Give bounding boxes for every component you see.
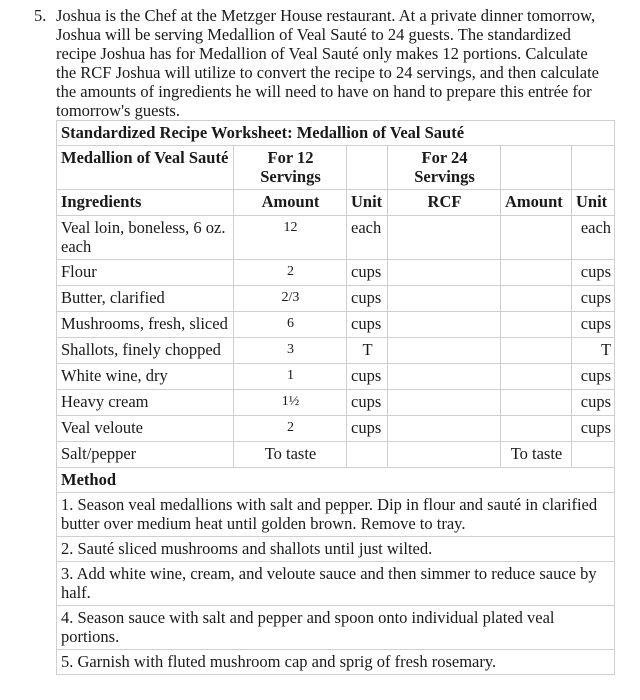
ingredient-name: Flour	[57, 260, 234, 286]
unit-24: cups	[572, 260, 615, 286]
ingredient-name: Butter, clarified	[57, 286, 234, 312]
amount-12: To taste	[234, 442, 347, 468]
unit-24: cups	[572, 312, 615, 338]
empty-cell	[572, 146, 615, 190]
method-step: 4. Season sauce with salt and pepper and spoon onto individual plated veal portions.	[57, 606, 615, 650]
ingredient-name: Veal veloute	[57, 416, 234, 442]
rcf-input[interactable]	[388, 364, 501, 390]
unit-12: cups	[347, 390, 388, 416]
unit-12: T	[347, 338, 388, 364]
unit-24: each	[572, 216, 615, 260]
amount-12: 2	[234, 416, 347, 442]
amount-24[interactable]	[501, 286, 572, 312]
method-label: Method	[57, 468, 615, 493]
ingredient-row	[57, 390, 615, 416]
amount-12: 2	[234, 260, 347, 286]
amount-24[interactable]	[501, 338, 572, 364]
ingredient-row	[57, 216, 615, 260]
amount-12: 1½	[234, 390, 347, 416]
header-amount: Amount	[234, 190, 347, 216]
amount-24: To taste	[501, 442, 572, 468]
unit-24: T	[572, 338, 615, 364]
ingredient-row	[57, 416, 615, 442]
header-amount-24: Amount	[501, 190, 572, 216]
amount-24[interactable]	[501, 260, 572, 286]
unit-12: cups	[347, 416, 388, 442]
header-unit-24: Unit	[572, 190, 615, 216]
for-24-servings: For 24 Servings	[388, 146, 501, 190]
unit-24: cups	[572, 286, 615, 312]
amount-12: 6	[234, 312, 347, 338]
header-unit: Unit	[347, 190, 388, 216]
recipe-name: Medallion of Veal Sauté	[57, 146, 234, 190]
question-text: Joshua is the Chef at the Metzger House restaurant. At a private dinner tomorrow, Joshua will be serving Medallion of Veal Sauté to 24 guests. The standardized recipe Joshua has for Medallion of Veal Sauté only makes 12 portions. Calculate the RCF Joshua will utilize to convert the recipe to 24 servings, and then calculate the amounts of ingredients he will need to have on hand to prepare this entrée for tomorrow's guests.	[56, 6, 599, 120]
amount-12: 12	[234, 216, 347, 260]
worksheet-title: Standardized Recipe Worksheet: Medallion of Veal Sauté	[57, 121, 615, 146]
unit-12	[347, 442, 388, 468]
unit-12: cups	[347, 286, 388, 312]
amount-24[interactable]	[501, 312, 572, 338]
rcf-input[interactable]	[388, 286, 501, 312]
method-step: 2. Sauté sliced mushrooms and shallots until just wilted.	[57, 537, 615, 562]
ingredient-name: Veal loin, boneless, 6 oz. each	[57, 216, 234, 260]
method-step: 1. Season veal medallions with salt and pepper. Dip in flour and sauté in clarified butter over medium heat until golden brown. Remove to tray.	[57, 493, 615, 537]
empty-cell	[347, 146, 388, 190]
amount-24[interactable]	[501, 390, 572, 416]
unit-24: cups	[572, 390, 615, 416]
rcf-input[interactable]	[388, 442, 501, 468]
ingredient-row	[57, 442, 615, 468]
rcf-input[interactable]	[388, 390, 501, 416]
unit-12: cups	[347, 312, 388, 338]
amount-12: 1	[234, 364, 347, 390]
ingredient-row	[57, 312, 615, 338]
ingredient-name: Heavy cream	[57, 390, 234, 416]
unit-12: cups	[347, 260, 388, 286]
method-step: 3. Add white wine, cream, and veloute sauce and then simmer to reduce sauce by half.	[57, 562, 615, 606]
header-ingredients: Ingredients	[57, 190, 234, 216]
rcf-input[interactable]	[388, 312, 501, 338]
ingredient-name: White wine, dry	[57, 364, 234, 390]
method-step: 5. Garnish with fluted mushroom cap and sprig of fresh rosemary.	[57, 650, 615, 675]
ingredient-row	[57, 364, 615, 390]
unit-24: cups	[572, 364, 615, 390]
question-number: 5.	[34, 6, 47, 25]
rcf-input[interactable]	[388, 416, 501, 442]
ingredient-name: Mushrooms, fresh, sliced	[57, 312, 234, 338]
unit-12: each	[347, 216, 388, 260]
empty-cell	[501, 146, 572, 190]
ingredient-name: Shallots, finely chopped	[57, 338, 234, 364]
recipe-worksheet-table	[56, 120, 615, 675]
for-12-servings: For 12 Servings	[234, 146, 347, 190]
ingredient-row	[57, 260, 615, 286]
amount-12: 2/3	[234, 286, 347, 312]
unit-24: cups	[572, 416, 615, 442]
rcf-input[interactable]	[388, 260, 501, 286]
ingredient-row	[57, 338, 615, 364]
rcf-input[interactable]	[388, 338, 501, 364]
amount-24[interactable]	[501, 216, 572, 260]
unit-12: cups	[347, 364, 388, 390]
unit-24	[572, 442, 615, 468]
ingredient-row	[57, 286, 615, 312]
ingredient-name: Salt/pepper	[57, 442, 234, 468]
amount-12: 3	[234, 338, 347, 364]
rcf-input[interactable]	[388, 216, 501, 260]
header-rcf: RCF	[388, 190, 501, 216]
amount-24[interactable]	[501, 416, 572, 442]
amount-24[interactable]	[501, 364, 572, 390]
